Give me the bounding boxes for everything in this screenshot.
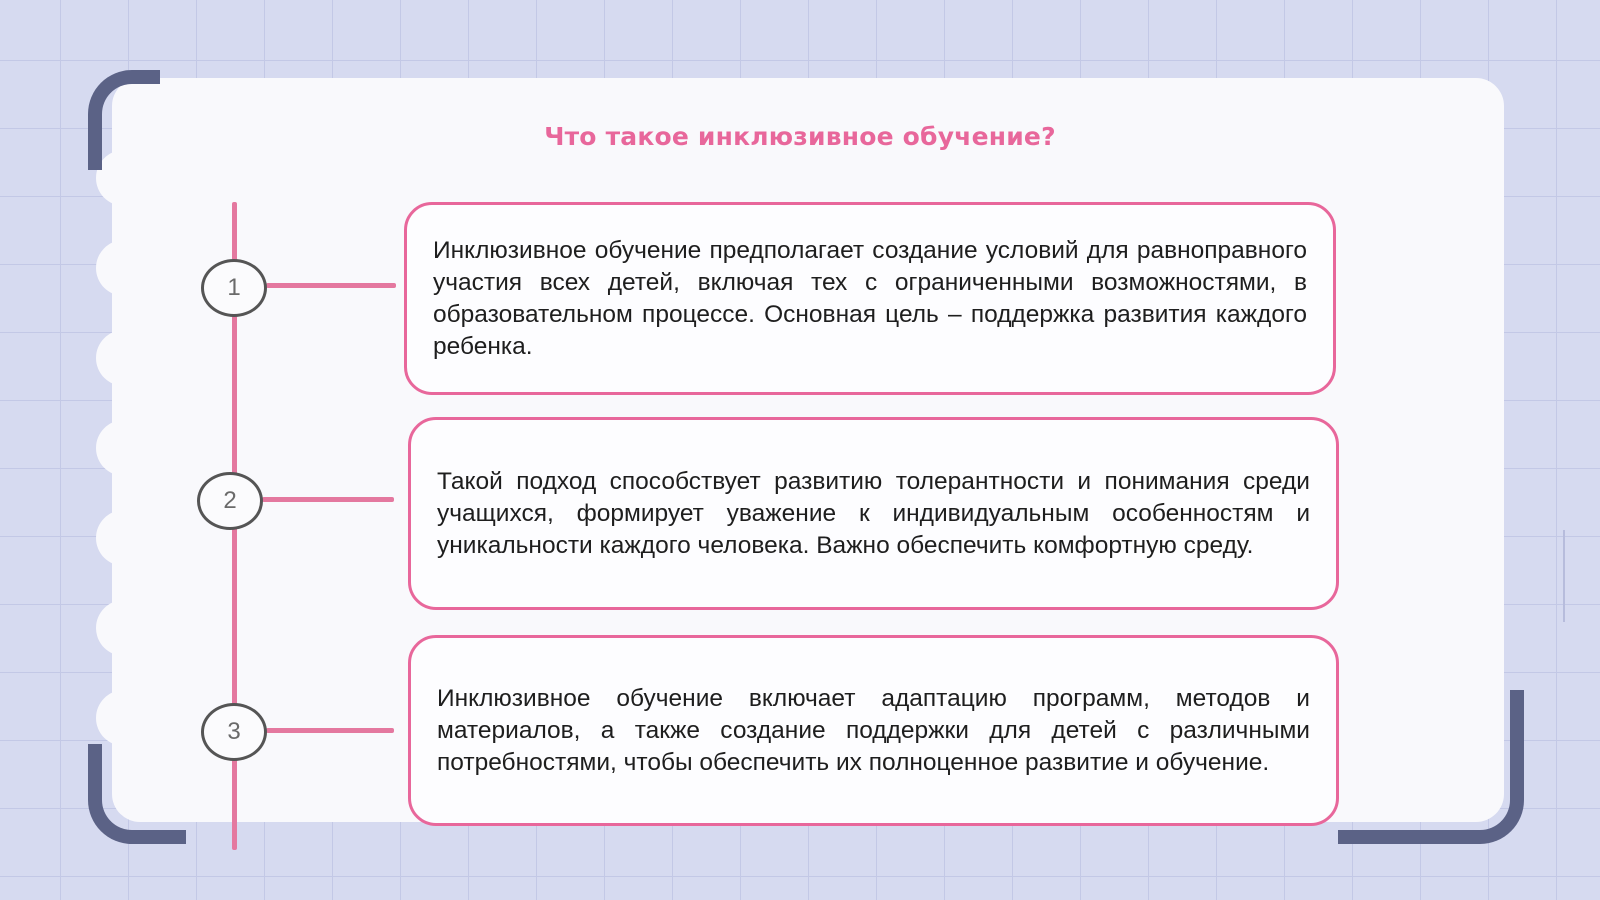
card-edge-scallop [96,690,152,746]
card-edge-scallop [96,330,152,386]
card-edge-scallop [96,600,152,656]
frame-corner-top-left [88,70,160,170]
timeline-connector-1 [266,283,396,288]
info-box-1 [404,202,1336,395]
decorative-line [1563,530,1565,622]
card-edge-scallop [96,240,152,296]
step-number-2: 2 [197,472,263,530]
step-number-3: 3 [201,703,267,761]
card-edge-scallop [96,420,152,476]
timeline-connector-3 [266,728,394,733]
timeline-connector-2 [262,497,394,502]
card-edge-scallop [96,510,152,566]
slide-title: Что такое инклюзивное обучение? [544,122,1056,151]
frame-corner-bottom-left [88,744,186,844]
info-text-1: Инклюзивное обучение предполагает создание условий для равноправного участия всех детей, включая тех с ограниченными возможностями, в образовательном процессе. Основная цель – поддержка развития каждого ребенка. [433,236,1307,360]
info-box-2 [408,417,1339,610]
info-box-3 [408,635,1339,826]
frame-corner-bottom-right [1338,690,1524,844]
step-number-1: 1 [201,259,267,317]
info-text-3: Инклюзивное обучение включает адаптацию программ, методов и материалов, а также создание поддержки для детей с различными потребностями, чтобы обеспечить их полноценное развитие и обучение. [437,684,1310,776]
info-text-2: Такой подход способствует развитию толерантности и понимания среди учащихся, формирует уважение к индивидуальным особенностям и уникальности каждого человека. Важно обеспечить комфортную среду. [437,467,1310,559]
